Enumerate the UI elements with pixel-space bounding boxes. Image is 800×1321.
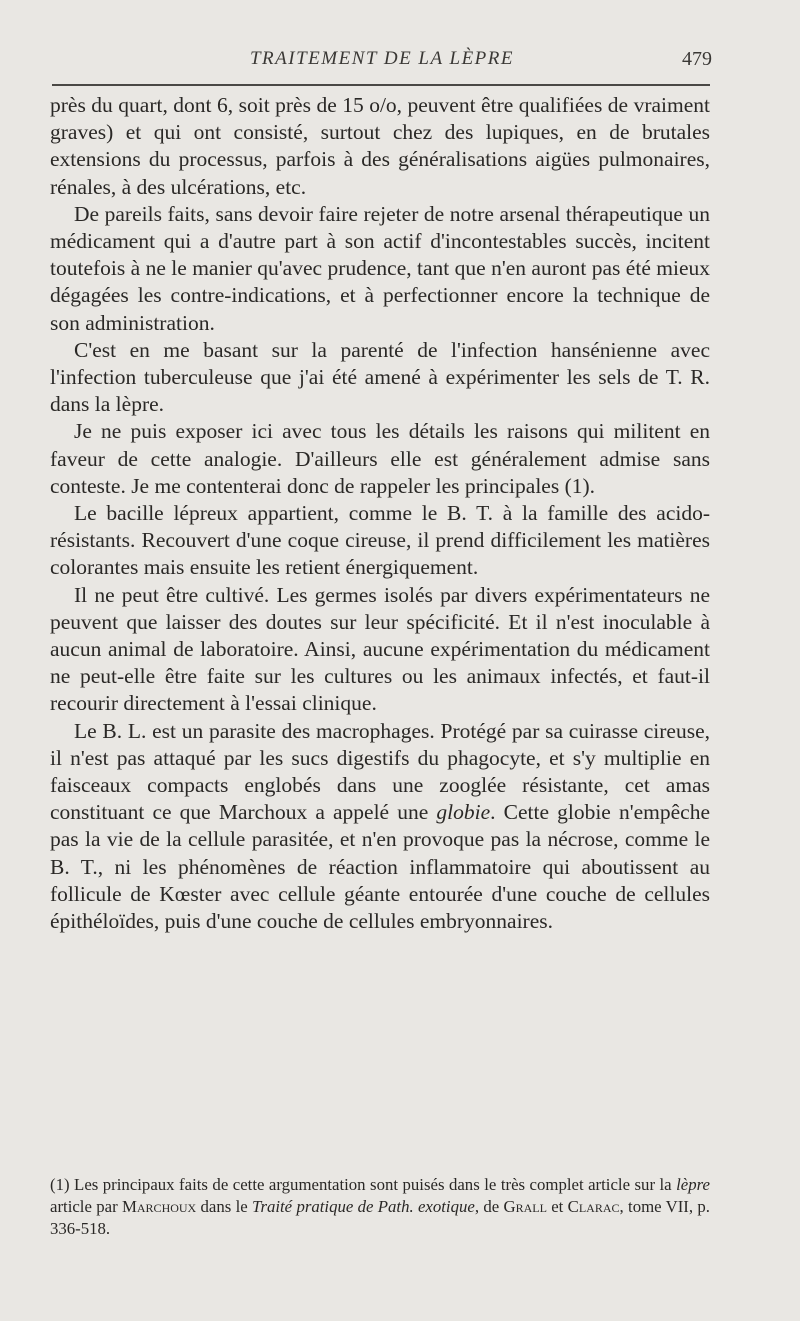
- footnote-book-title: Traité pratique de Path. exotique: [252, 1197, 475, 1216]
- page-number: 479: [682, 48, 712, 70]
- running-title: TRAITEMENT DE LA LÈPRE: [249, 48, 514, 69]
- header-rule: [52, 84, 710, 86]
- paragraph: C'est en me basant sur la parenté de l'infection hansénienne avec l'infection tuberculeuse que j'ai été amené à expérimenter les sels de T. R. dans la lèpre.: [50, 337, 710, 417]
- paragraph: [50, 718, 710, 936]
- body-text: [50, 92, 710, 935]
- italic-term: globie: [436, 800, 491, 825]
- footnote-run: , de: [474, 1197, 504, 1216]
- page-header: [52, 48, 712, 78]
- footnote-run: article par: [50, 1197, 122, 1216]
- paragraph: De pareils faits, sans devoir faire rejeter de notre arsenal thérapeutique un médicament qui a d'autre part à son actif d'incontestables succès, incitent toutefois à ne le manier qu'avec prudence, tant que n'en auront pas été mieux dégagées les contre-indications, et à perfectionner encore la technique de son administration.: [50, 201, 710, 335]
- paragraph: Le bacille lépreux appartient, comme le B. T. à la famille des acido-résistants. Recouvert d'une coque cireuse, il prend difficilement les matières colorantes mais ensuite les retient énergiquement.: [50, 501, 710, 580]
- paragraph: Je ne puis exposer ici avec tous les détails les raisons qui militent en faveur de cette analogie. D'ailleurs elle est généralement admise sans conteste. Je me contenterai donc de rappeler les principales (1).: [50, 419, 710, 498]
- footnote-author: Grall: [503, 1197, 547, 1216]
- footnote-italic: lèpre: [676, 1175, 710, 1194]
- footnote-run: , tome VII, p. 336-518.: [50, 1197, 710, 1238]
- text-run: Le B. L. est un parasite des macrophages. Protégé par sa cuirasse cireuse, il n'est pas attaqué par les sucs digestifs du phagocyte, et s'y multiplie en faisceaux compacts englobés dans une zooglée résistante, cet amas constituant ce que Marchoux a appelé une: [50, 718, 710, 825]
- footnote-run: dans le: [196, 1197, 253, 1216]
- footnote-author: Marchoux: [121, 1197, 197, 1216]
- paragraph: près du quart, dont 6, soit près de 15 o/o, peuvent être qualifiées de vraiment graves) et qui ont consisté, surtout chez des lupiques, en de brutales extensions du processus, parfois à des généralisations aigües pulmonaires, rénales, à des ulcérations, etc.: [50, 93, 710, 199]
- footnote-run: (1) Les principaux faits de cette argumentation sont puisés dans le très complet article sur la: [50, 1175, 677, 1194]
- footnote: [50, 1174, 710, 1240]
- footnote-author: Clarac: [567, 1197, 620, 1216]
- footnote-run: et: [546, 1197, 568, 1216]
- paragraph: Il ne peut être cultivé. Les germes isolés par divers expérimentateurs ne peuvent que laisser des doutes sur leur spécificité. Et il n'est inoculable à aucun animal de laboratoire. Ainsi, aucune expérimentation du médicament ne peut-elle être faite sur les cultures ou les animaux infectés, et faut-il recourir directement à l'essai clinique.: [50, 582, 710, 716]
- text-run: . Cette globie n'empêche pas la vie de la cellule parasitée, et n'en provoque pas la nécrose, comme le B. T., ni les phénomènes de réaction inflammatoire qui aboutissent au follicule de Kœster avec cellule géante entourée d'une couche de cellules épithéloïdes, puis d'une couche de cellules embryonnaires.: [50, 800, 710, 934]
